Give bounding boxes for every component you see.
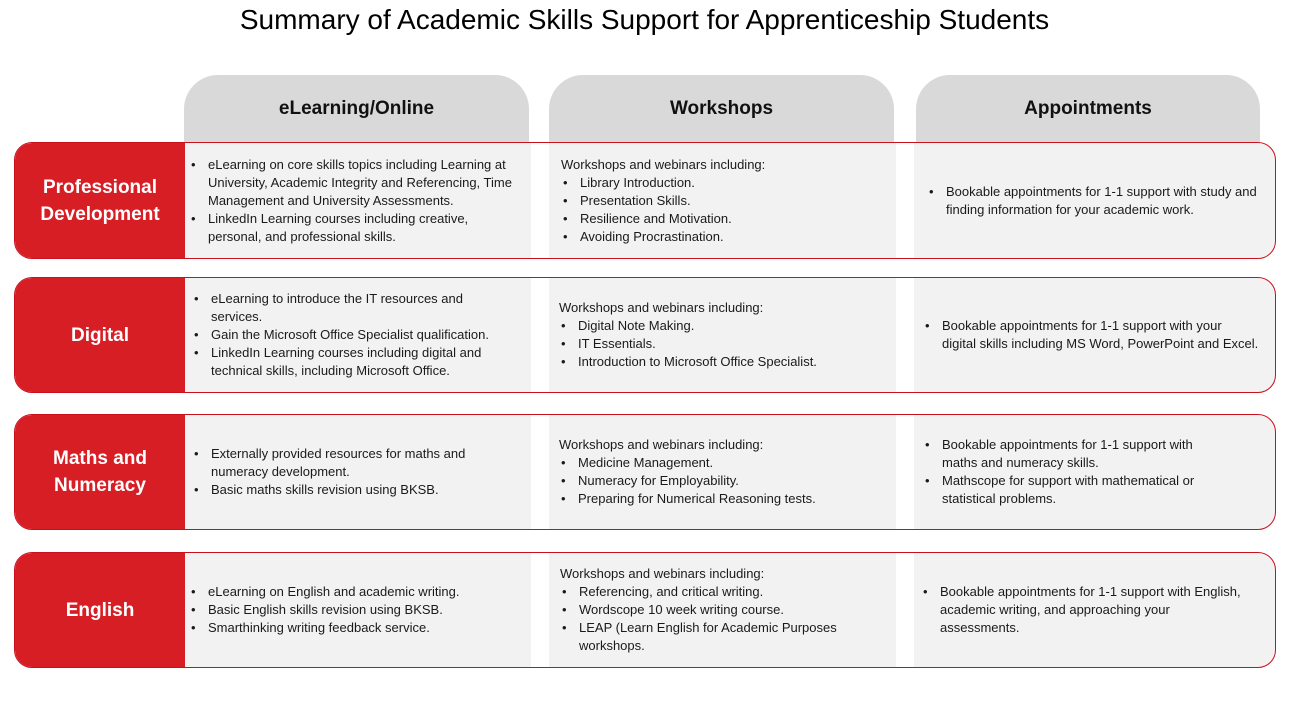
column-divider	[896, 553, 914, 667]
list-item: • Externally provided resources for maths and numeracy development.	[192, 445, 517, 481]
workshops-cell	[559, 415, 886, 529]
list-item: • Digital Note Making.	[559, 317, 886, 335]
list-item: • LEAP (Learn English for Academic Purposes workshops.	[560, 619, 860, 655]
appointments-cell	[923, 278, 1259, 392]
workshops-intro: Workshops and webinars including:	[559, 300, 764, 315]
workshops-cell	[559, 278, 886, 392]
list-item: • IT Essentials.	[559, 335, 886, 353]
elearning-cell	[192, 415, 517, 529]
row-label: Maths and Numeracy	[15, 415, 185, 529]
list-item: • Library Introduction.	[561, 174, 886, 192]
row-maths-and-numeracy	[14, 414, 1276, 530]
row-digital	[14, 277, 1276, 393]
list-item: • Avoiding Procrastination.	[561, 228, 886, 246]
column-header-workshops: Workshops	[549, 75, 894, 142]
workshops-intro: Workshops and webinars including:	[560, 566, 765, 581]
appointments-cell	[923, 415, 1223, 529]
elearning-cell	[192, 278, 517, 392]
list-item: • Smarthinking writing feedback service.	[189, 619, 519, 637]
list-item: • Gain the Microsoft Office Specialist qualification.	[192, 326, 517, 344]
list-item: • eLearning on English and academic writing.	[189, 583, 519, 601]
workshops-intro: Workshops and webinars including:	[561, 156, 766, 172]
list-item: • Wordscope 10 week writing course.	[560, 601, 860, 619]
row-english	[14, 552, 1276, 668]
list-item: • LinkedIn Learning courses including digital and technical skills, including Microsoft Office.	[192, 344, 517, 380]
column-divider	[531, 553, 549, 667]
row-label: Professional Development	[15, 143, 185, 258]
workshops-cell	[561, 143, 886, 258]
list-item: • Resilience and Motivation.	[561, 210, 886, 228]
appointments-cell	[921, 553, 1241, 667]
list-item: • Preparing for Numerical Reasoning tests.	[559, 490, 886, 508]
page-title: Summary of Academic Skills Support for Apprenticeship Students	[239, 4, 1050, 35]
elearning-cell	[189, 553, 519, 667]
list-item: • Introduction to Microsoft Office Specialist.	[559, 353, 886, 371]
column-divider	[531, 415, 549, 529]
elearning-cell	[189, 143, 519, 258]
list-item: • LinkedIn Learning courses including creative, personal, and professional skills.	[189, 210, 519, 246]
workshops-cell	[560, 553, 860, 667]
column-divider	[896, 415, 914, 529]
column-header-appointments: Appointments	[916, 75, 1260, 142]
list-item: • Bookable appointments for 1-1 support with maths and numeracy skills.	[923, 436, 1223, 472]
list-item: • Numeracy for Employability.	[559, 472, 886, 490]
column-divider	[531, 278, 549, 392]
list-item: • Bookable appointments for 1-1 support with study and finding information for your academic work.	[927, 183, 1259, 219]
list-item: • Basic maths skills revision using BKSB.	[192, 481, 517, 499]
list-item: • Basic English skills revision using BKSB.	[189, 601, 519, 619]
list-item: • Mathscope for support with mathematical or statistical problems.	[923, 472, 1223, 508]
column-header-elearning: eLearning/Online	[184, 75, 529, 142]
list-item: • Bookable appointments for 1-1 support with your digital skills including MS Word, PowerPoint and Excel.	[923, 317, 1259, 353]
list-item: • Presentation Skills.	[561, 192, 886, 210]
column-divider	[896, 278, 914, 392]
list-item: • Referencing, and critical writing.	[560, 583, 860, 601]
column-divider	[531, 143, 549, 258]
list-item: • eLearning on core skills topics including Learning at University, Academic Integrity and Referencing, Time Management and University Assessments.	[189, 156, 519, 210]
row-label: Digital	[15, 278, 185, 392]
list-item: • eLearning to introduce the IT resources and services.	[192, 290, 517, 326]
row-label: English	[15, 553, 185, 667]
appointments-cell	[927, 143, 1259, 258]
workshops-intro: Workshops and webinars including:	[559, 437, 764, 452]
list-item: • Medicine Management.	[559, 454, 886, 472]
row-professional-development	[14, 142, 1276, 259]
column-divider	[896, 143, 914, 258]
list-item: • Bookable appointments for 1-1 support with English, academic writing, and approaching your assessments.	[921, 583, 1241, 637]
